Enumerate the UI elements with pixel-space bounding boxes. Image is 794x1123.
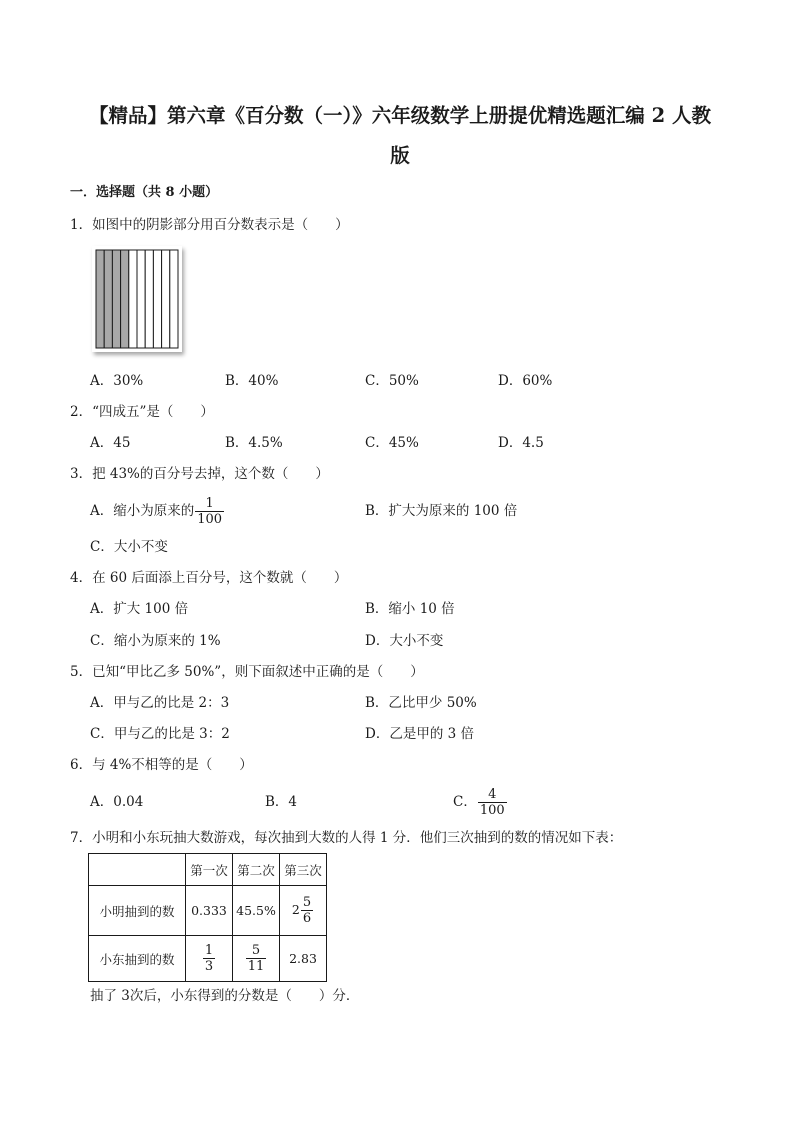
fraction-numerator: 1 [205,496,214,511]
unshaded-column [129,250,137,348]
question-3-stem: 3．把 43%的百分号去掉，这个数（ ） [70,466,329,482]
question-1-option-d: D．60% [498,373,553,389]
table-cell-fraction [233,936,280,982]
table-cell: 2.83 [280,936,327,982]
fraction-four-hundredths [478,787,507,818]
question-3-option-a [90,495,225,527]
question-2-option-c: C．45% [365,435,419,451]
question-5-option-c: C．甲与乙的比是 3：2 [90,726,230,742]
table-header-third: 第三次 [280,854,327,886]
question-2-option-b: B．4.5% [225,435,283,451]
score-table [88,853,327,982]
row-label-xiaodong: 小东抽到的数 [89,936,186,982]
fraction-numerator: 4 [488,787,497,802]
question-3-option-b: B．扩大为原来的 100 倍 [365,503,518,519]
question-1-figure [92,246,182,352]
unshaded-column [162,250,170,348]
fraction-denominator: 100 [479,803,505,818]
table-row [89,936,327,982]
question-2-stem: 2．“四成五”是（ ） [70,404,214,420]
question-6-option-a: A．0.04 [90,794,144,810]
fraction-numerator: 5 [251,943,261,958]
question-6-option-b: B．4 [265,794,298,810]
unshaded-column [145,250,153,348]
question-5-stem: 5．已知“甲比乙多 50%”，则下面叙述中正确的是（ ） [70,664,424,680]
shaded-column [104,250,112,348]
question-4-option-b: B．缩小 10 倍 [365,601,455,617]
question-4-option-a: A．扩大 100 倍 [90,601,189,617]
table-cell-mixed-number [280,886,327,936]
unshaded-column [170,250,178,348]
question-4-stem: 4．在 60 后面添上百分号，这个数就（ ） [70,570,348,586]
fraction-five-elevenths [246,943,267,974]
document-title-line2: 版 [390,144,410,167]
fraction-one-hundredth [195,496,224,527]
fraction-denominator: 11 [247,959,265,974]
question-7-follow-up: 抽了 3次后，小东得到的分数是（ ）分． [90,988,360,1004]
unshaded-column [137,250,145,348]
fraction-denominator: 6 [302,911,312,926]
table-row [89,886,327,936]
question-1-stem: 1．如图中的阴影部分用百分数表示是（ ） [70,217,349,233]
question-3-option-a-text: A．缩小为原来的 [90,503,195,519]
question-6-stem: 6．与 4%不相等的是（ ） [70,757,253,773]
shaded-column [96,250,104,348]
question-6-option-c-text: C． [453,794,477,810]
question-6-option-c [453,786,508,818]
mixed-number-whole: 2 [291,902,300,917]
table-header-row [89,854,327,886]
question-1-option-a: A．30% [90,373,144,389]
shaded-column [112,250,120,348]
question-3-option-c: C．大小不变 [90,539,168,555]
table-cell: 45.5% [233,886,280,936]
section-heading: 一．选择题（共 8 小题） [70,185,219,200]
row-label-xiaoming: 小明抽到的数 [89,886,186,936]
table-cell: 0.333 [186,886,233,936]
unshaded-column [153,250,161,348]
shaded-columns-diagram [92,246,182,352]
question-5-option-d: D．乙是甲的 3 倍 [365,726,474,742]
fraction-denominator: 3 [204,959,214,974]
question-1-option-c: C．50% [365,373,419,389]
shaded-column [121,250,129,348]
question-1-option-b: B．40% [225,373,279,389]
table-header-second: 第二次 [233,854,280,886]
table-corner-cell [89,854,186,886]
question-7-stem: 7．小明和小东玩抽大数游戏，每次抽到大数的人得 1 分．他们三次抽到的数的情况如下表： [70,830,623,846]
fraction-one-third [203,943,215,974]
fraction-denominator: 100 [197,512,223,527]
question-5-option-a: A．甲与乙的比是 2：3 [90,695,230,711]
question-2-option-a: A．45 [90,435,131,451]
fraction-five-sixths [301,895,313,926]
question-4-option-c: C．缩小为原来的 1% [90,633,221,649]
question-5-option-b: B．乙比甲少 50% [365,695,477,711]
fraction-numerator: 1 [204,943,214,958]
question-4-option-d: D．大小不变 [365,633,444,649]
document-title-line1: 【精品】第六章《百分数（一）》六年级数学上册提优精选题汇编 2 人教 [89,104,711,127]
table-cell-fraction [186,936,233,982]
question-2-option-d: D．4.5 [498,435,544,451]
fraction-numerator: 5 [302,895,312,910]
table-header-first: 第一次 [186,854,233,886]
